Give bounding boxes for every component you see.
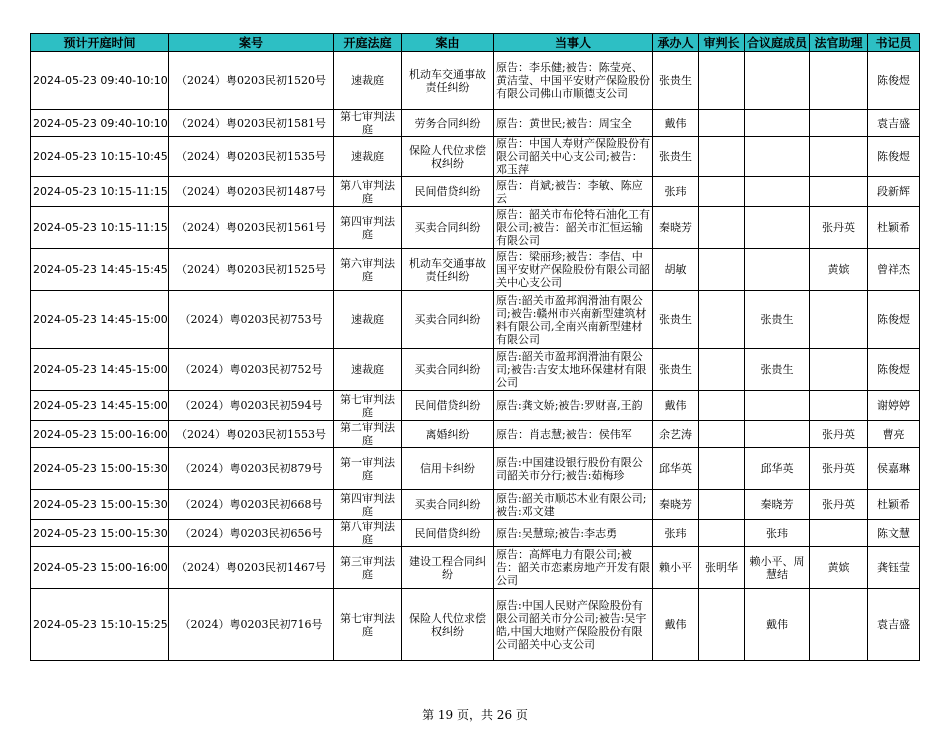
cell-clerk: 曹亮	[868, 421, 920, 448]
cell-cause: 建设工程合同纠纷	[402, 547, 494, 589]
page-number: 第 19 页，共 26 页	[422, 708, 528, 722]
cell-cause: 机动车交通事故责任纠纷	[402, 52, 494, 110]
header-judge: 承办人	[653, 34, 699, 52]
table-row	[31, 421, 920, 448]
cell-presiding-judge	[699, 589, 745, 661]
cell-case-number: （2024）粤0203民初1467号	[169, 547, 334, 589]
cell-judge-assistant	[810, 291, 868, 349]
cell-presiding-judge	[699, 490, 745, 520]
table-row	[31, 110, 920, 137]
cell-judge-assistant: 黄嫔	[810, 249, 868, 291]
cell-judge: 秦晓芳	[653, 490, 699, 520]
cell-parties: 原告:韶关市盈邦润滑油有限公司;被告:吉安太地环保建材有限公司	[494, 349, 653, 391]
table-row	[31, 520, 920, 547]
cell-judge-assistant	[810, 110, 868, 137]
cell-parties: 原告：高辉电力有限公司;被告：韶关市恋素房地产开发有限公司	[494, 547, 653, 589]
table-row	[31, 207, 920, 249]
table-row	[31, 349, 920, 391]
table-header-row	[31, 34, 920, 52]
cell-panel-members: 张玮	[745, 520, 810, 547]
cell-judge: 戴伟	[653, 110, 699, 137]
cell-judge: 张贵生	[653, 291, 699, 349]
cell-judge: 张玮	[653, 177, 699, 207]
cell-cause: 劳务合同纠纷	[402, 110, 494, 137]
cell-case-number: （2024）粤0203民初1487号	[169, 177, 334, 207]
cell-courtroom: 第六审判法庭	[334, 249, 402, 291]
table-row	[31, 490, 920, 520]
cell-clerk: 龚钰莹	[868, 547, 920, 589]
cell-parties: 原告：李乐健;被告：陈莹亮、黄洁莹、中国平安财产保险股份有限公司佛山市顺德支公司	[494, 52, 653, 110]
cell-case-number: （2024）粤0203民初1535号	[169, 137, 334, 177]
table-row	[31, 291, 920, 349]
cell-case-number: （2024）粤0203民初1553号	[169, 421, 334, 448]
cell-judge-assistant	[810, 520, 868, 547]
cell-presiding-judge	[699, 207, 745, 249]
cell-panel-members	[745, 391, 810, 421]
cell-time: 2024-05-23 10:15-10:45	[31, 137, 169, 177]
cell-courtroom: 第四审判法庭	[334, 207, 402, 249]
cell-time: 2024-05-23 14:45-15:00	[31, 291, 169, 349]
cell-clerk: 侯嘉琳	[868, 448, 920, 490]
cell-clerk: 杜颖希	[868, 490, 920, 520]
cell-judge-assistant: 张丹英	[810, 490, 868, 520]
cell-presiding-judge	[699, 177, 745, 207]
cell-time: 2024-05-23 15:10-15:25	[31, 589, 169, 661]
cell-time: 2024-05-23 14:45-15:00	[31, 349, 169, 391]
cell-time: 2024-05-23 09:40-10:10	[31, 110, 169, 137]
cell-parties: 原告：肖志慧;被告：侯伟军	[494, 421, 653, 448]
cell-judge-assistant	[810, 589, 868, 661]
cell-clerk: 袁吉盛	[868, 110, 920, 137]
header-judge-assistant: 法官助理	[810, 34, 868, 52]
cell-case-number: （2024）粤0203民初1581号	[169, 110, 334, 137]
cell-presiding-judge	[699, 349, 745, 391]
cell-cause: 保险人代位求偿权纠纷	[402, 137, 494, 177]
cell-judge-assistant: 张丹英	[810, 421, 868, 448]
cell-clerk: 谢婷婷	[868, 391, 920, 421]
cell-time: 2024-05-23 15:00-15:30	[31, 520, 169, 547]
cell-panel-members	[745, 52, 810, 110]
cell-presiding-judge	[699, 520, 745, 547]
cell-panel-members: 戴伟	[745, 589, 810, 661]
cell-clerk: 杜颖希	[868, 207, 920, 249]
cell-judge: 张贵生	[653, 137, 699, 177]
cell-courtroom: 第二审判法庭	[334, 421, 402, 448]
cell-case-number: （2024）粤0203民初668号	[169, 490, 334, 520]
table-row	[31, 589, 920, 661]
cell-time: 2024-05-23 14:45-15:45	[31, 249, 169, 291]
cell-case-number: （2024）粤0203民初1561号	[169, 207, 334, 249]
cell-case-number: （2024）粤0203民初1525号	[169, 249, 334, 291]
cell-courtroom: 第八审判法庭	[334, 177, 402, 207]
cell-panel-members	[745, 207, 810, 249]
cell-cause: 买卖合同纠纷	[402, 349, 494, 391]
cell-case-number: （2024）粤0203民初594号	[169, 391, 334, 421]
cell-judge: 张贵生	[653, 52, 699, 110]
cell-time: 2024-05-23 09:40-10:10	[31, 52, 169, 110]
cell-time: 2024-05-23 10:15-11:15	[31, 207, 169, 249]
cell-judge: 赖小平	[653, 547, 699, 589]
table-row	[31, 547, 920, 589]
cell-parties: 原告:韶关市顺芯木业有限公司;被告:邓文建	[494, 490, 653, 520]
cell-clerk: 陈俊煜	[868, 349, 920, 391]
cell-case-number: （2024）粤0203民初753号	[169, 291, 334, 349]
cell-case-number: （2024）粤0203民初716号	[169, 589, 334, 661]
cell-judge-assistant	[810, 177, 868, 207]
cell-cause: 买卖合同纠纷	[402, 207, 494, 249]
court-schedule-table	[30, 33, 920, 661]
cell-panel-members	[745, 249, 810, 291]
cell-judge: 戴伟	[653, 391, 699, 421]
cell-judge: 秦晓芳	[653, 207, 699, 249]
cell-parties: 原告：韶关市布伦特石油化工有限公司;被告：韶关市汇恒运输有限公司	[494, 207, 653, 249]
cell-clerk: 曾祥杰	[868, 249, 920, 291]
cell-judge: 邱华英	[653, 448, 699, 490]
cell-cause: 买卖合同纠纷	[402, 291, 494, 349]
cell-judge-assistant	[810, 137, 868, 177]
cell-parties: 原告：中国人寿财产保险股份有限公司韶关中心支公司;被告：邓玉萍	[494, 137, 653, 177]
cell-cause: 保险人代位求偿权纠纷	[402, 589, 494, 661]
cell-presiding-judge	[699, 249, 745, 291]
header-courtroom: 开庭法庭	[334, 34, 402, 52]
cell-courtroom: 第三审判法庭	[334, 547, 402, 589]
cell-clerk: 陈俊煜	[868, 291, 920, 349]
cell-presiding-judge	[699, 448, 745, 490]
cell-cause: 机动车交通事故责任纠纷	[402, 249, 494, 291]
cell-time: 2024-05-23 15:00-15:30	[31, 490, 169, 520]
cell-cause: 离婚纠纷	[402, 421, 494, 448]
cell-time: 2024-05-23 15:00-16:00	[31, 421, 169, 448]
cell-case-number: （2024）粤0203民初752号	[169, 349, 334, 391]
cell-courtroom: 第七审判法庭	[334, 391, 402, 421]
header-clerk: 书记员	[868, 34, 920, 52]
cell-courtroom: 第八审判法庭	[334, 520, 402, 547]
cell-presiding-judge	[699, 110, 745, 137]
cell-panel-members: 张贵生	[745, 349, 810, 391]
cell-case-number: （2024）粤0203民初879号	[169, 448, 334, 490]
cell-clerk: 袁吉盛	[868, 589, 920, 661]
table-row	[31, 249, 920, 291]
cell-courtroom: 第七审判法庭	[334, 589, 402, 661]
cell-case-number: （2024）粤0203民初1520号	[169, 52, 334, 110]
header-parties: 当事人	[494, 34, 653, 52]
table-row	[31, 177, 920, 207]
cell-presiding-judge: 张明华	[699, 547, 745, 589]
cell-cause: 民间借贷纠纷	[402, 520, 494, 547]
table-row	[31, 52, 920, 110]
cell-judge-assistant	[810, 349, 868, 391]
cell-panel-members: 张贵生	[745, 291, 810, 349]
cell-cause: 信用卡纠纷	[402, 448, 494, 490]
cell-parties: 原告:韶关市盈邦润滑油有限公司;被告:赣州市兴南新型建筑材料有限公司,全南兴南新型建材有限公司	[494, 291, 653, 349]
cell-time: 2024-05-23 15:00-16:00	[31, 547, 169, 589]
cell-judge: 戴伟	[653, 589, 699, 661]
cell-clerk: 陈文慧	[868, 520, 920, 547]
cell-clerk: 陈俊煜	[868, 137, 920, 177]
cell-cause: 民间借贷纠纷	[402, 391, 494, 421]
cell-courtroom: 第一审判法庭	[334, 448, 402, 490]
header-cause: 案由	[402, 34, 494, 52]
cell-courtroom: 速裁庭	[334, 349, 402, 391]
cell-parties: 原告:中国人民财产保险股份有限公司韶关市分公司;被告:吴宇皓,中国大地财产保险股份有限公司韶关中心支公司	[494, 589, 653, 661]
header-case-number: 案号	[169, 34, 334, 52]
cell-parties: 原告:中国建设银行股份有限公司韶关市分行;被告:茹梅珍	[494, 448, 653, 490]
cell-presiding-judge	[699, 137, 745, 177]
cell-panel-members	[745, 137, 810, 177]
table-row	[31, 391, 920, 421]
cell-judge-assistant	[810, 391, 868, 421]
cell-cause: 民间借贷纠纷	[402, 177, 494, 207]
cell-parties: 原告:吴慧琼;被告:李志勇	[494, 520, 653, 547]
cell-courtroom: 速裁庭	[334, 52, 402, 110]
cell-judge: 张贵生	[653, 349, 699, 391]
cell-parties: 原告:龚文娇;被告:罗财喜,王韵	[494, 391, 653, 421]
cell-time: 2024-05-23 15:00-15:30	[31, 448, 169, 490]
cell-clerk: 段新辉	[868, 177, 920, 207]
cell-panel-members: 赖小平、周慧结	[745, 547, 810, 589]
header-hearing-time: 预计开庭时间	[31, 34, 169, 52]
cell-parties: 原告：黄世民;被告：周宝全	[494, 110, 653, 137]
cell-parties: 原告：肖斌;被告：李敏、陈应云	[494, 177, 653, 207]
cell-presiding-judge	[699, 291, 745, 349]
cell-panel-members	[745, 177, 810, 207]
header-panel-members: 合议庭成员	[745, 34, 810, 52]
cell-panel-members: 秦晓芳	[745, 490, 810, 520]
cell-courtroom: 速裁庭	[334, 137, 402, 177]
cell-courtroom: 第四审判法庭	[334, 490, 402, 520]
cell-presiding-judge	[699, 52, 745, 110]
cell-judge: 胡敏	[653, 249, 699, 291]
cell-panel-members	[745, 110, 810, 137]
cell-courtroom: 第七审判法庭	[334, 110, 402, 137]
table-row	[31, 137, 920, 177]
cell-panel-members: 邱华英	[745, 448, 810, 490]
cell-cause: 买卖合同纠纷	[402, 490, 494, 520]
table-row	[31, 448, 920, 490]
cell-case-number: （2024）粤0203民初656号	[169, 520, 334, 547]
cell-clerk: 陈俊煜	[868, 52, 920, 110]
header-presiding-judge: 审判长	[699, 34, 745, 52]
cell-judge: 余艺涛	[653, 421, 699, 448]
cell-presiding-judge	[699, 391, 745, 421]
cell-time: 2024-05-23 14:45-15:00	[31, 391, 169, 421]
cell-judge-assistant: 张丹英	[810, 207, 868, 249]
cell-panel-members	[745, 421, 810, 448]
cell-presiding-judge	[699, 421, 745, 448]
cell-judge-assistant: 张丹英	[810, 448, 868, 490]
cell-time: 2024-05-23 10:15-11:15	[31, 177, 169, 207]
cell-judge-assistant: 黄嫔	[810, 547, 868, 589]
cell-parties: 原告：梁丽珍;被告：李佶、中国平安财产保险股份有限公司韶关中心支公司	[494, 249, 653, 291]
cell-judge: 张玮	[653, 520, 699, 547]
cell-judge-assistant	[810, 52, 868, 110]
cell-courtroom: 速裁庭	[334, 291, 402, 349]
